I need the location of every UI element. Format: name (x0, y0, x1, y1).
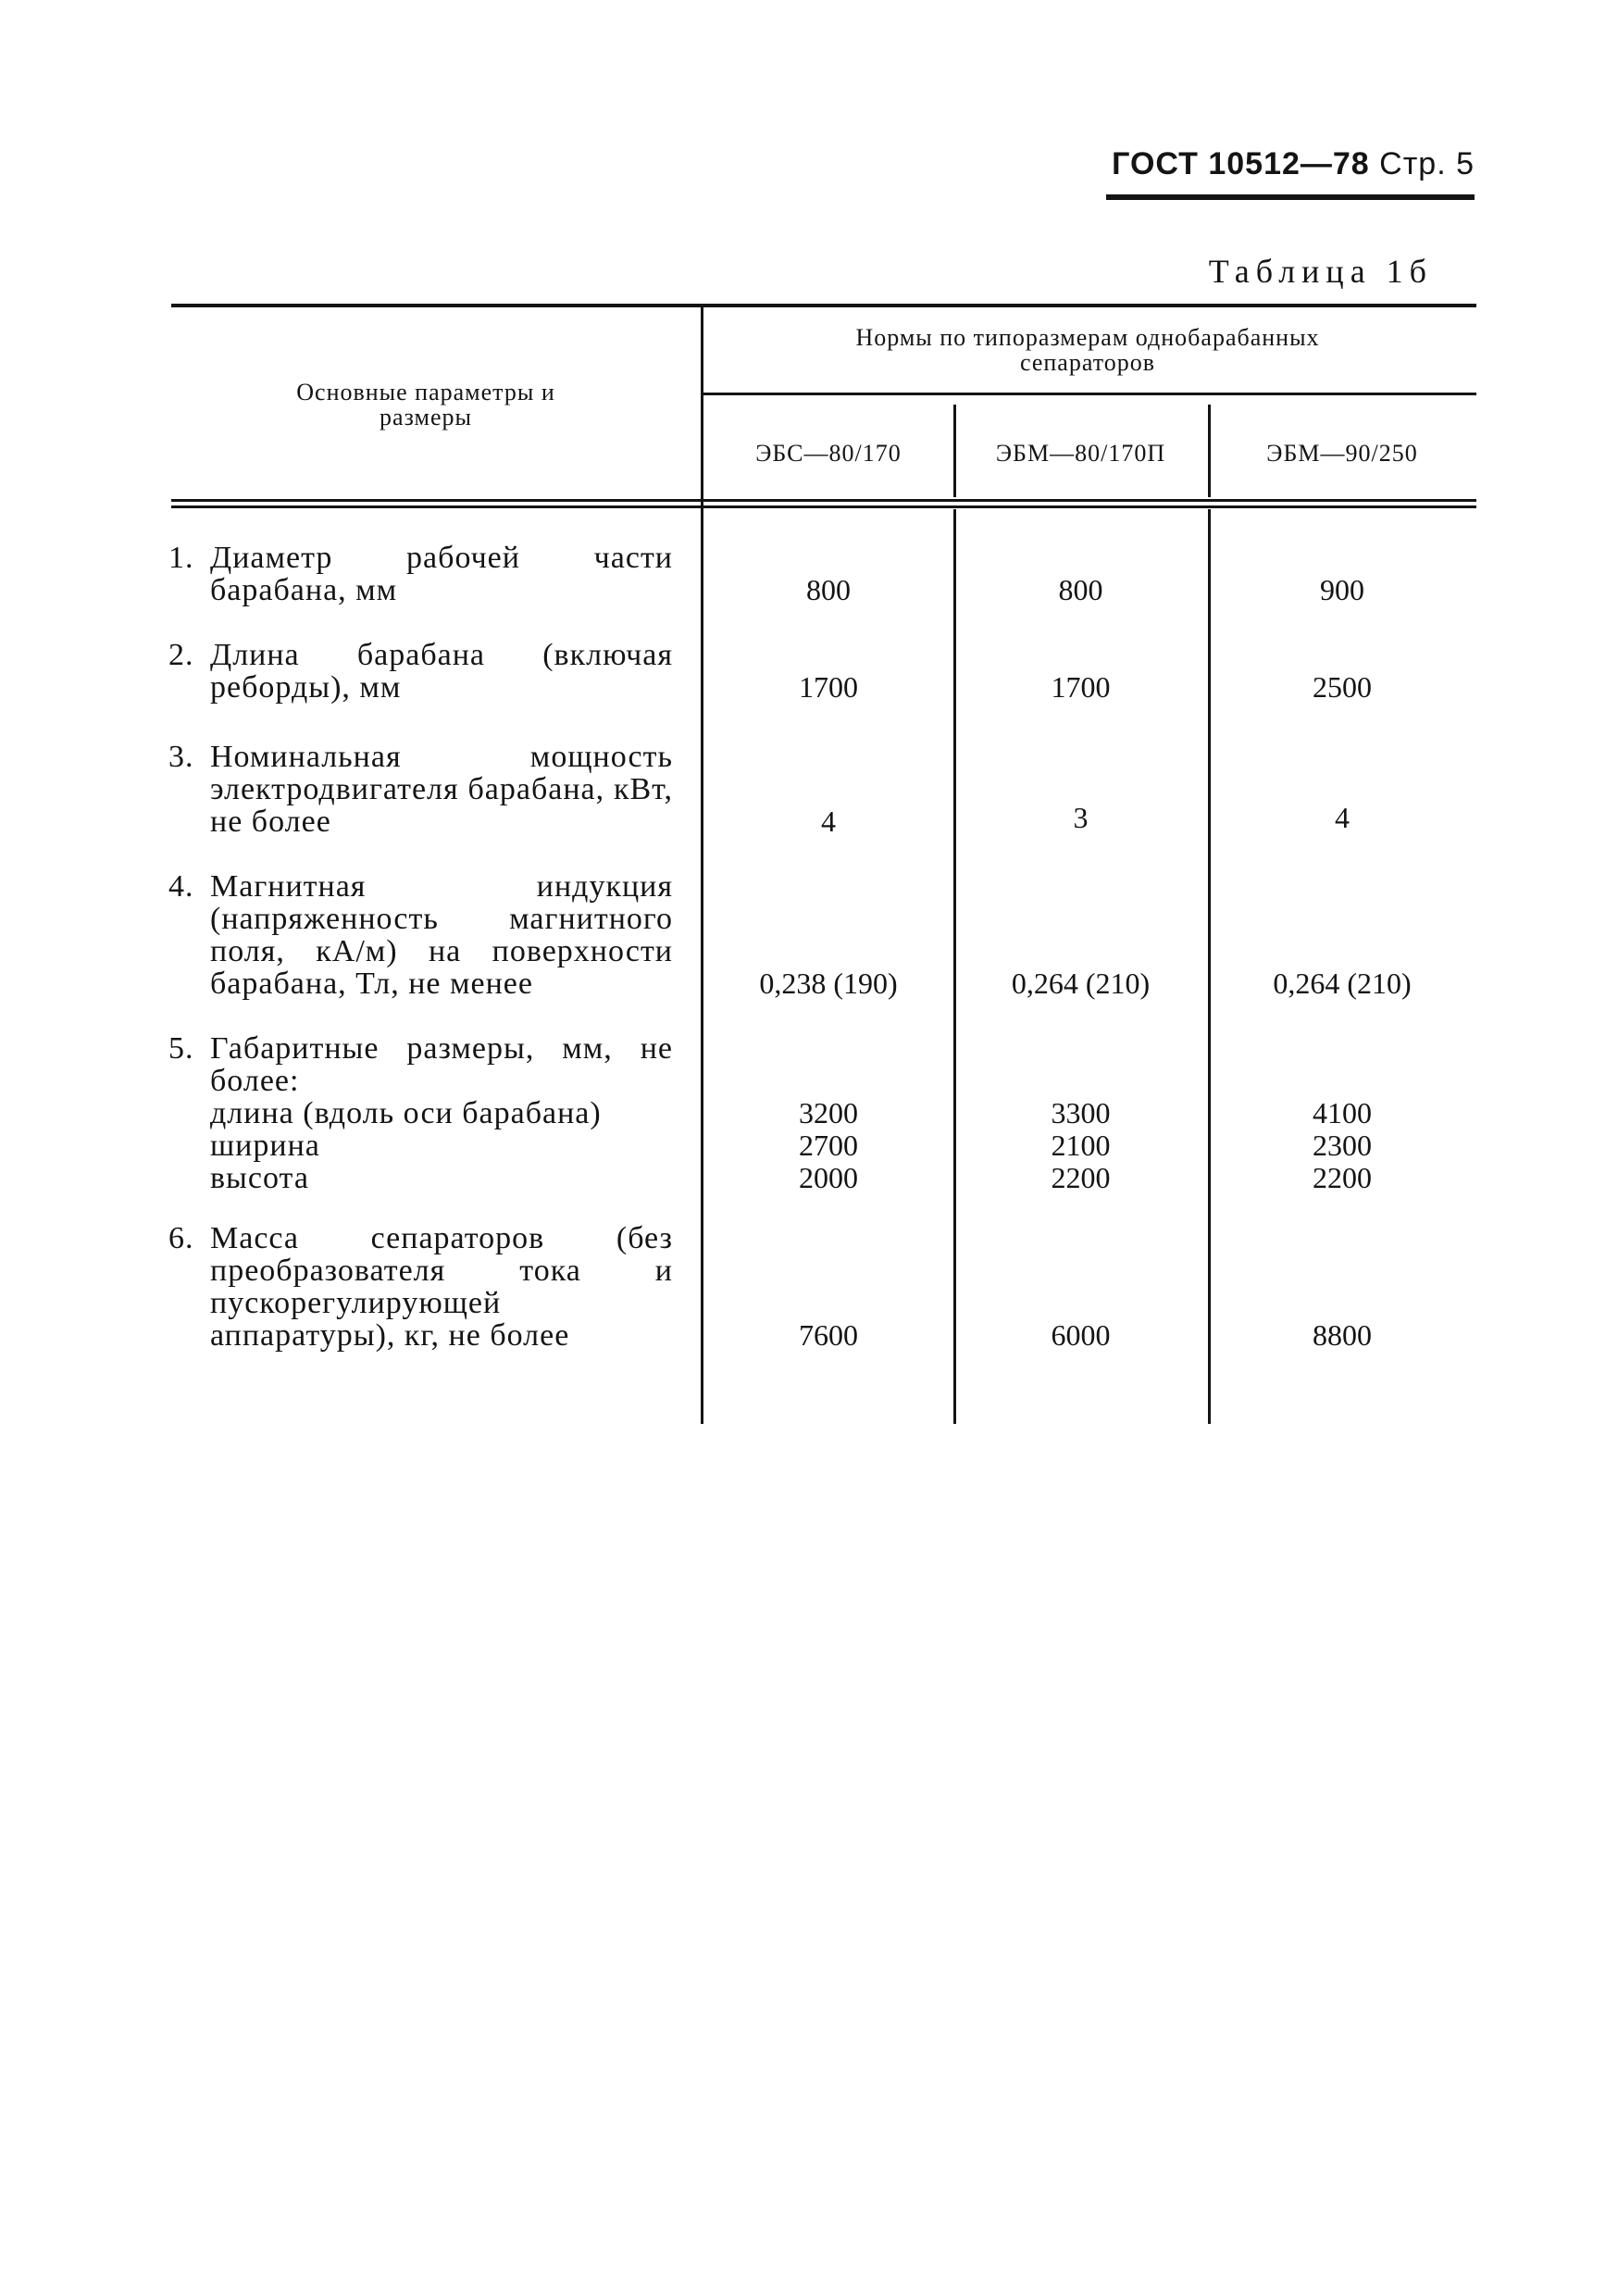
table-row-5-param: 5. Габаритные размеры, мм, не более: длина (вдоль оси барабана) ширина высота (168, 1031, 673, 1195)
column-header-ebs-80-170: ЭБС—80/170 (755, 440, 902, 467)
page-number: Стр. 5 (1379, 146, 1475, 181)
table-row-4-value-1: 0,238 (190) (759, 967, 898, 1000)
table-label: Таблица 1б (1208, 253, 1433, 290)
table-row-4-value-3: 0,264 (210) (1273, 967, 1412, 1000)
table-row-4-param: 4. Магнитная индукция (напряженность магнитного поля, кА/м) на поверхности барабана, Тл, не менее (168, 869, 673, 1001)
table-row-5-sub-3-value-2: 2200 (1051, 1161, 1111, 1194)
table-row-5-sub-2-value-2: 2100 (1051, 1129, 1111, 1162)
table-row-5-sub-2-label: ширина (210, 1129, 320, 1163)
page-header (1112, 146, 1475, 182)
table-row-6-value-3: 8800 (1313, 1318, 1372, 1352)
group-header: Нормы по типоразмерам однобарабанных сепараторов (855, 324, 1320, 377)
table-row-1-param: 1. Диаметр рабочей части барабана, мм (168, 541, 673, 607)
header-bottom-rule-1 (171, 499, 1476, 502)
table-row-3-param: 3. Номинальная мощность электродвигателя барабана, кВт, не более (168, 740, 673, 839)
table-row-5-sub-2-value-1: 2700 (799, 1129, 858, 1162)
column-header-ebm-80-170p: ЭБМ—80/170П (995, 440, 1166, 467)
table-row-3-value-2: 3 (1073, 801, 1089, 834)
table-row-2-value-2: 1700 (1051, 670, 1111, 704)
group-header-rule (703, 393, 1476, 395)
table-row-1-value-2: 800 (1058, 573, 1103, 606)
table-row-3-value-3: 4 (1335, 801, 1350, 834)
param-header: Основные параметры и размеры (296, 379, 555, 431)
table-row-4-value-2: 0,264 (210) (1011, 967, 1151, 1000)
table-row-5-sub-1-label: длина (вдоль оси барабана) (210, 1096, 602, 1130)
column-divider-2-body (953, 509, 956, 1424)
table-row-2-param: 2. Длина барабана (включая реборды), мм (168, 638, 673, 705)
column-divider-1 (701, 306, 703, 1424)
table-row-2-value-1: 1700 (799, 670, 858, 704)
table-row-5-sub-1-value-1: 3200 (799, 1096, 858, 1129)
table-row-6-param: 6. Масса сепараторов (без преобразователя тока и пускорегулирующей аппаратуры), кг, не более (168, 1221, 673, 1353)
table-row-2-value-3: 2500 (1313, 670, 1372, 704)
table-row-6-value-1: 7600 (799, 1318, 858, 1352)
table-row-6-value-2: 6000 (1051, 1318, 1111, 1352)
table-row-3-value-1: 4 (821, 805, 836, 838)
column-header-ebm-90-250: ЭБМ—90/250 (1266, 440, 1418, 467)
standard-number: ГОСТ 10512—78 (1112, 146, 1370, 181)
column-divider-3-body (1208, 509, 1211, 1424)
table-row-5-sub-3-value-3: 2200 (1313, 1161, 1372, 1194)
table-row-5-sub-3-label: высота (210, 1161, 309, 1195)
table-row-1-value-1: 800 (806, 573, 851, 606)
table-row-5-sub-1-value-3: 4100 (1313, 1096, 1372, 1129)
table-row-5-sub-2-value-3: 2300 (1313, 1129, 1372, 1162)
table-top-rule (171, 304, 1476, 307)
header-bottom-rule-2 (171, 505, 1476, 508)
header-rule (1106, 194, 1475, 200)
table-row-5-sub-1-value-2: 3300 (1051, 1096, 1111, 1129)
table-row-1-value-3: 900 (1320, 573, 1364, 606)
table-row-5-sub-3-value-1: 2000 (799, 1161, 858, 1194)
